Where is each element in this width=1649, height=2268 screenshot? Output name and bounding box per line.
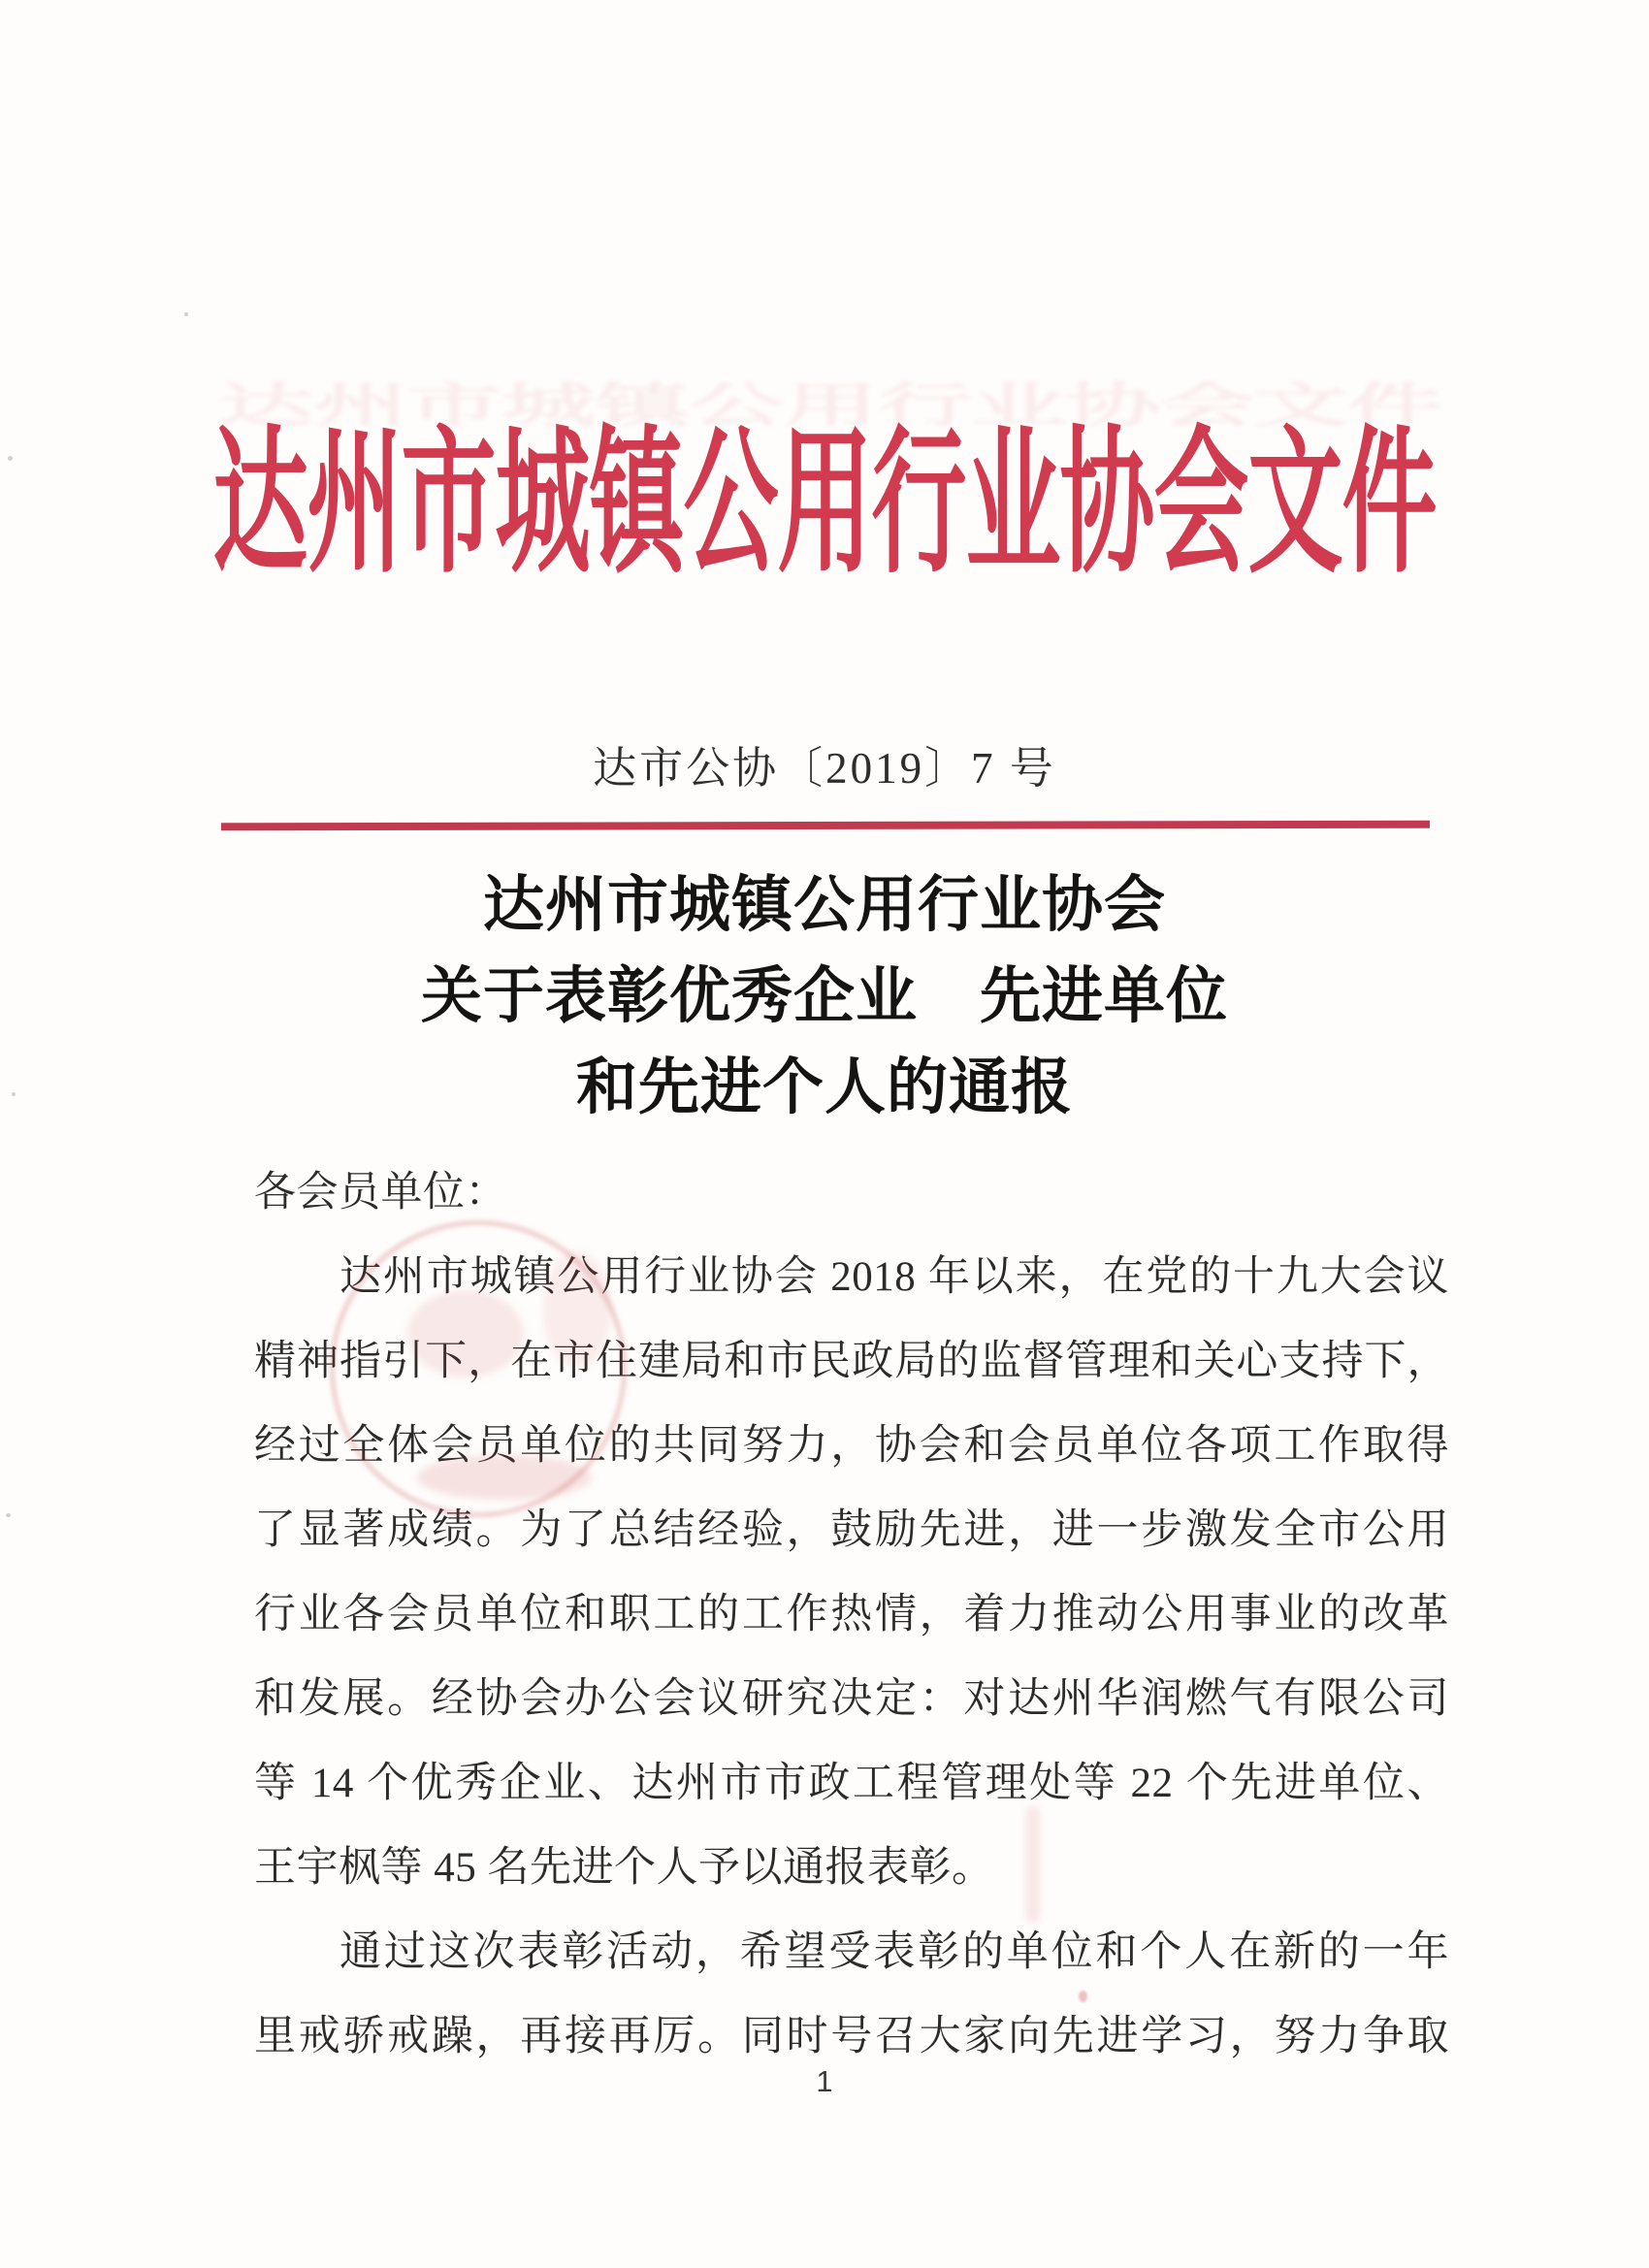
- body-text-line: 通过这次表彰活动，希望受表彰的单位和个人在新的一年: [340, 1929, 1449, 1975]
- ink-dot-artifact: [1079, 1991, 1087, 2002]
- banner-ghost-artifact: 达州市城镇公用行业协会文件: [218, 379, 1442, 433]
- notice-title-line-1: 达州市城镇公用行业协会: [483, 871, 1166, 939]
- scan-speck: [12, 1092, 16, 1096]
- letterhead-banner-text: 达州市城镇公用行业协会文件: [212, 418, 1437, 593]
- notice-title: [0, 859, 1649, 1133]
- body-text-line: 经过全体会员单位的共同努力，协会和会员单位各项工作取得: [254, 1423, 1449, 1469]
- body-text-line: 等 14 个优秀企业、达州市市政工程管理处等 22 个先进单位、: [254, 1761, 1449, 1806]
- seal-bleedthrough-mark: [417, 1455, 592, 1500]
- body-text-line: 王宇枫等 45 名先进个人予以通报表彰。: [254, 1845, 994, 1891]
- scan-speck: [184, 312, 188, 316]
- notice-title-line-2: 关于表彰优秀企业 先进单位: [421, 962, 1228, 1030]
- body-text-line: 达州市城镇公用行业协会 2018 年以来，在党的十九大会议: [340, 1254, 1449, 1300]
- body-text-line: 各会员单位：: [254, 1170, 507, 1215]
- body-text-line: 精神指引下，在市住建局和市民政局的监督管理和关心支持下，: [254, 1339, 1449, 1384]
- body-text-line: 了显著成绩。为了总结经验，鼓励先进，进一步激发全市公用: [254, 1507, 1449, 1553]
- body-text-line: 行业各会员单位和职工的工作热情，着力推动公用事业的改革: [254, 1592, 1449, 1637]
- notice-title-line-3: 和先进个人的通报: [576, 1053, 1073, 1121]
- red-separator-line: [221, 821, 1430, 831]
- seal-bleedthrough-mark: [407, 1290, 524, 1377]
- ink-smudge-artifact: [1026, 1806, 1040, 1923]
- letterhead-banner-title: [0, 418, 1649, 593]
- body-text-line: 和发展。经协会办公会议研究决定：对达州华润燃气有限公司: [254, 1676, 1449, 1722]
- body-text-line: 里戒骄戒躁，再接再厉。同时号召大家向先进学习，努力争取: [254, 2014, 1449, 2059]
- document-reference-number: 达市公协〔2019〕7 号: [593, 744, 1056, 793]
- page-number: 1: [816, 2064, 833, 2098]
- seal-bleedthrough-mark: [543, 1251, 611, 1368]
- scan-speck: [6, 1513, 11, 1517]
- scan-speck: [8, 456, 13, 461]
